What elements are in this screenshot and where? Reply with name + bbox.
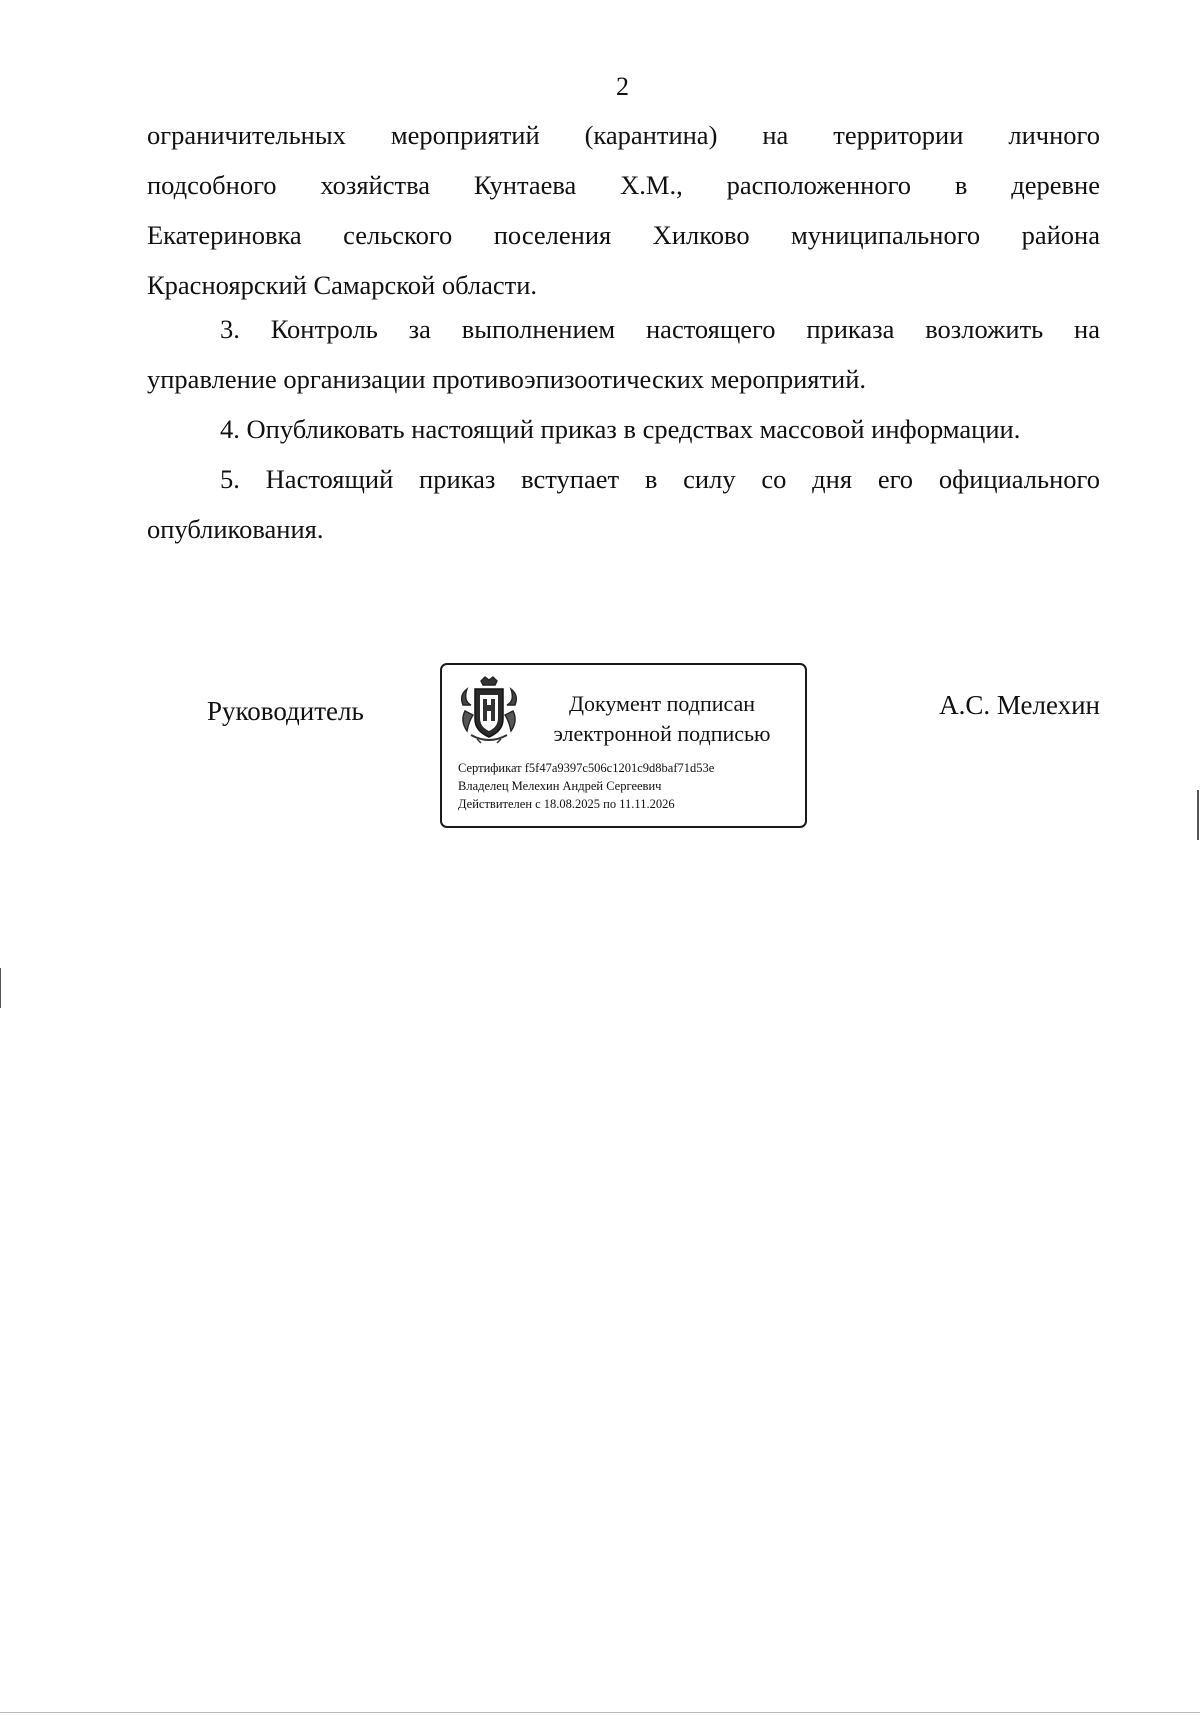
scan-edge-mark (0, 1712, 1200, 1713)
stamp-certificate: Сертификат f5f47a9397c506c1201c9d8baf71d53e (458, 761, 715, 775)
stamp-heading-line: электронной подписью (553, 721, 771, 746)
paragraph-item-4 (147, 404, 1100, 454)
paragraph-item-5 (147, 454, 1100, 554)
stamp-validity: Действителен с 18.08.2025 по 11.11.2026 (458, 797, 675, 811)
stamp-details (458, 759, 714, 813)
paragraph-item-3 (147, 304, 1100, 404)
text-line: Екатериновка сельского поселения Хилково муниципального района (147, 220, 1100, 250)
text-line: 5. Настоящий приказ вступает в силу со дня его официального (220, 464, 1100, 494)
text-line: управление организации противоэпизоотических мероприятий. (147, 364, 867, 394)
coat-of-arms-icon (457, 675, 521, 745)
text-line: опубликования. (147, 514, 324, 544)
scan-edge-mark (1197, 790, 1199, 840)
stamp-owner: Владелец Мелехин Андрей Сергеевич (458, 779, 662, 793)
paragraph-continuation (147, 110, 1100, 310)
stamp-heading (542, 689, 782, 749)
page-number: 2 (616, 72, 629, 101)
stamp-heading-line: Документ подписан (568, 691, 756, 716)
text-line: подсобного хозяйства Кунтаева Х.М., расположенного в деревне (147, 170, 1100, 200)
text-line: ограничительных мероприятий (карантина) на территории личного (147, 120, 1100, 150)
text-line: 4. Опубликовать настоящий приказ в средствах массовой информации. (220, 414, 1021, 444)
signer-position-title: Руководитель (207, 696, 364, 726)
electronic-signature-stamp (440, 663, 807, 828)
text-line: 3. Контроль за выполнением настоящего приказа возложить на (220, 314, 1100, 344)
text-line: Красноярский Самарской области. (147, 270, 538, 300)
scan-edge-mark (0, 968, 1, 1008)
signer-name: А.С. Мелехин (939, 690, 1100, 720)
